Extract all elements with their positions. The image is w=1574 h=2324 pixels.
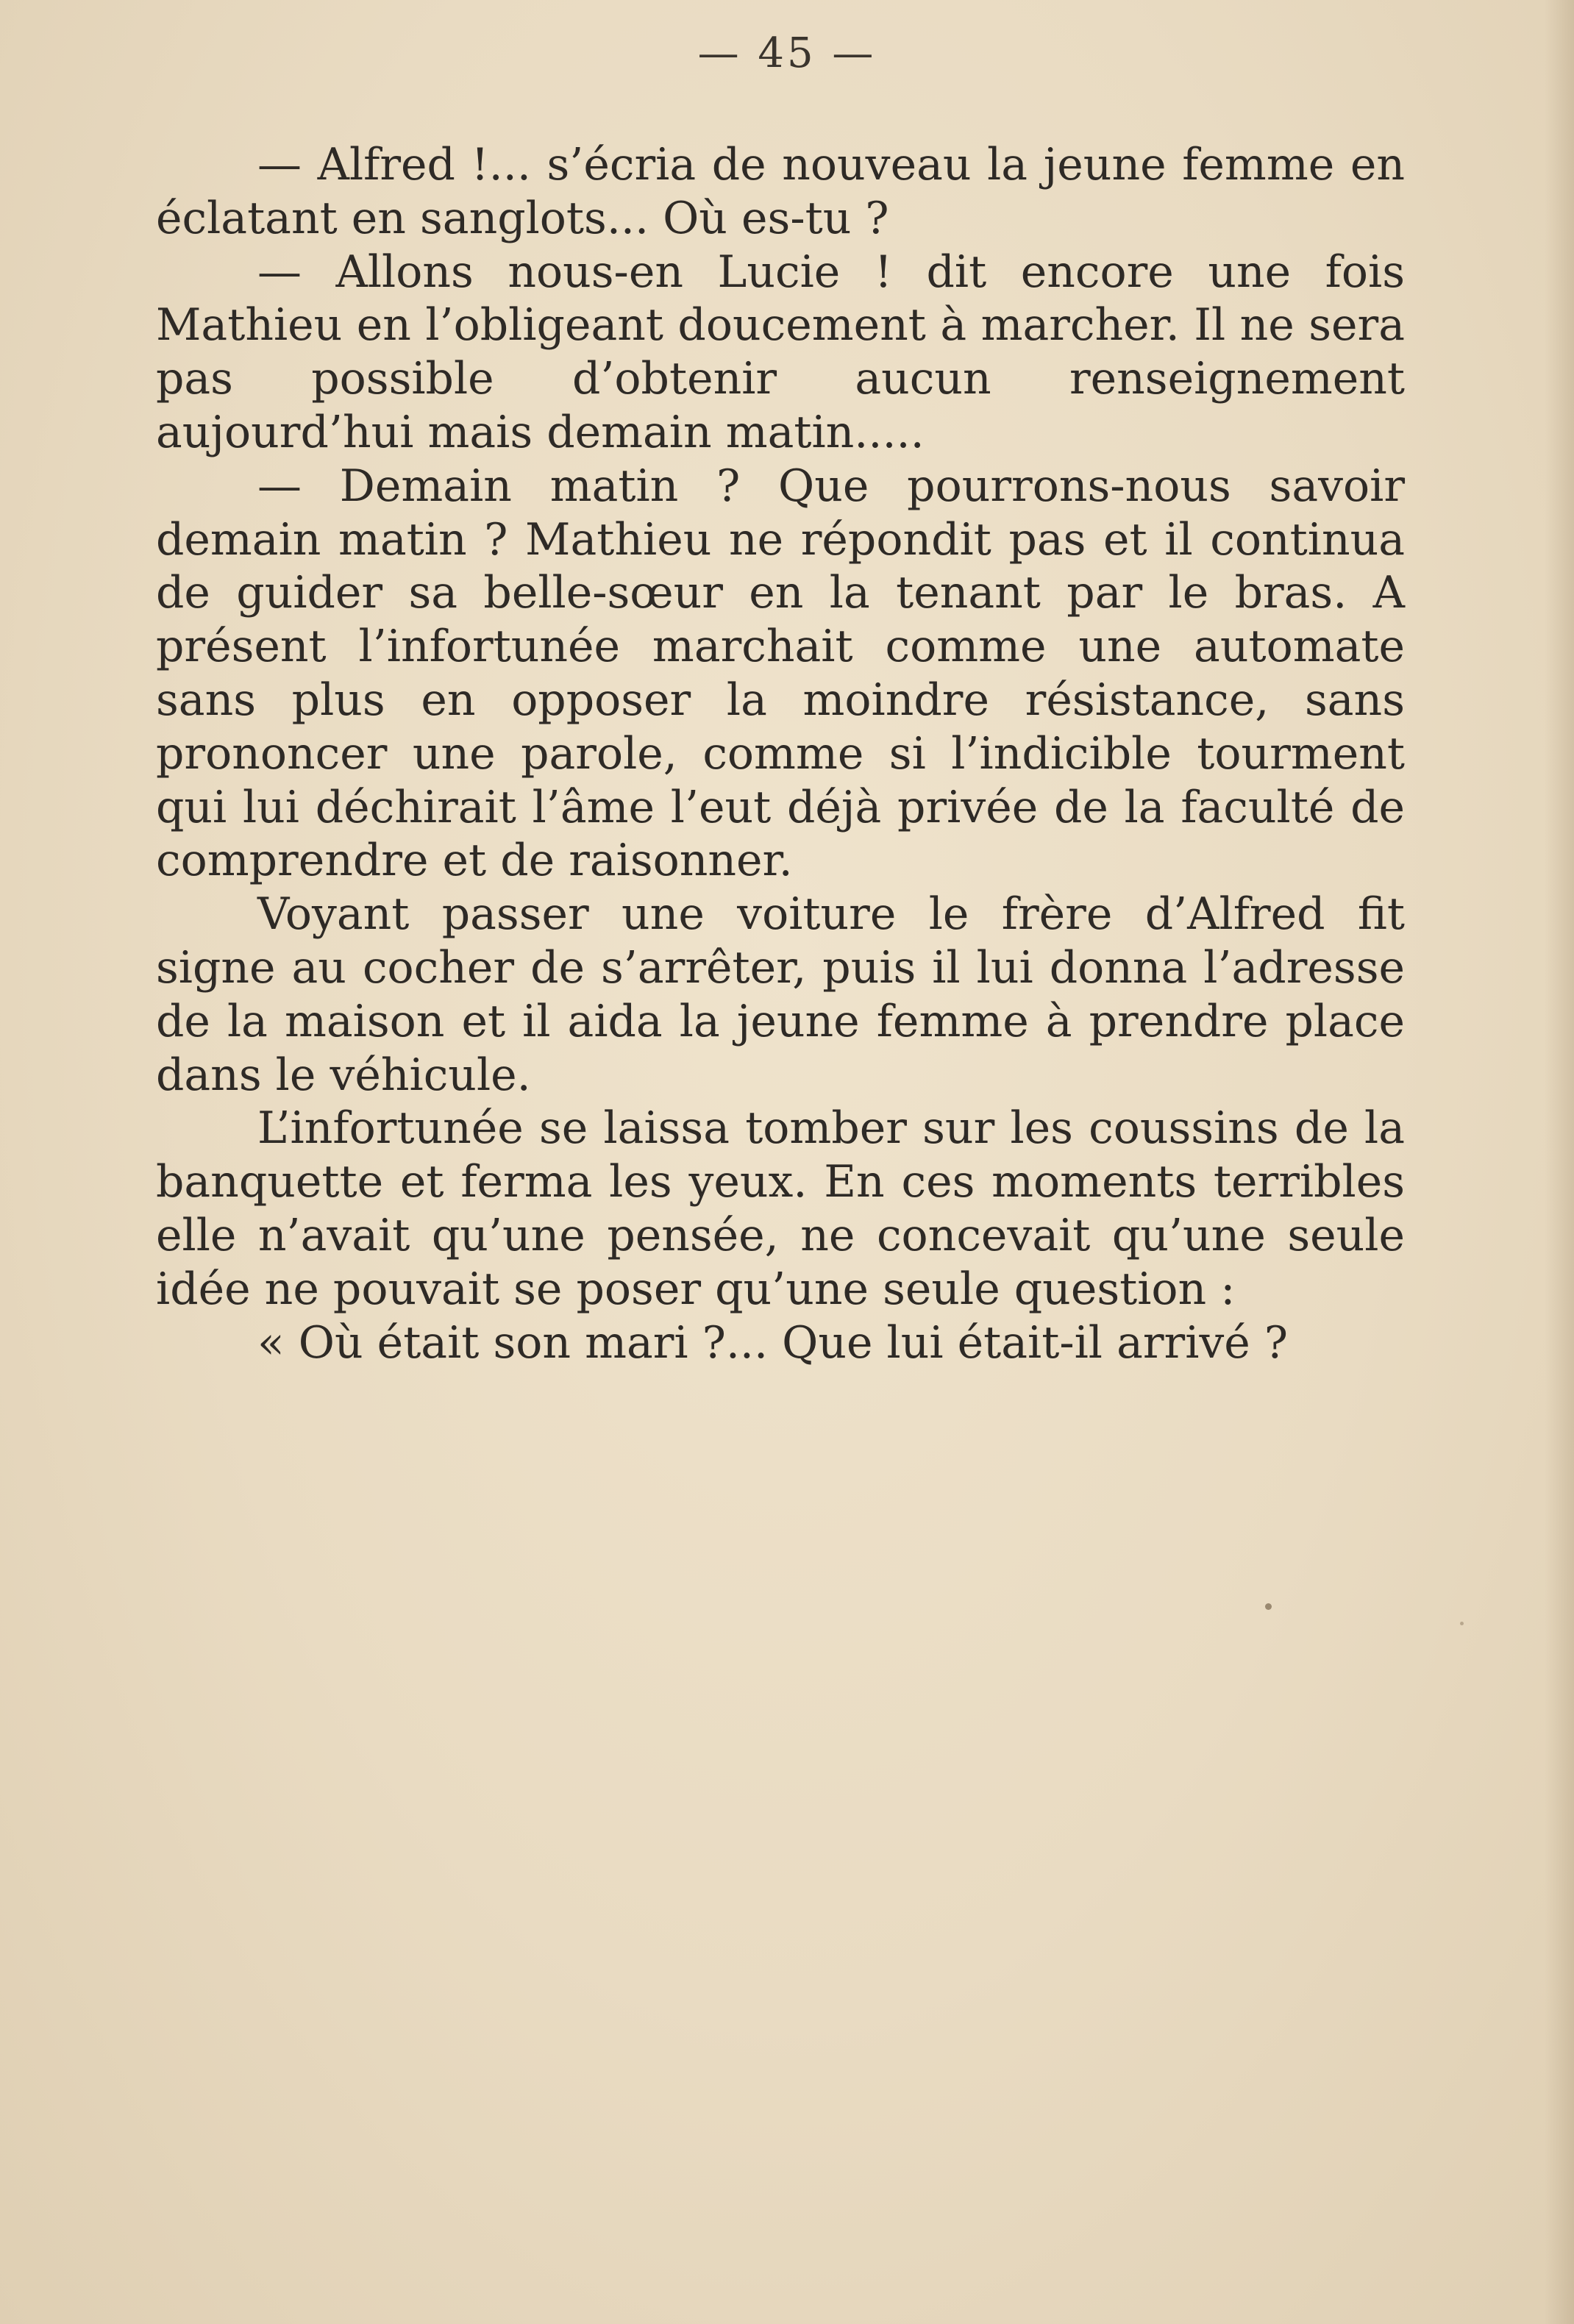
paper-spot bbox=[1460, 1622, 1464, 1625]
paper-spot bbox=[1265, 1603, 1272, 1610]
paragraph-4: Voyant passer une voiture le frère d’Alfred fit signe au cocher de s’arrêter, puis il lui donna l’adresse de la maison et il aida la jeune femme à prendre place dans le véhicule. bbox=[156, 888, 1405, 1101]
page-number: — 45 — bbox=[697, 29, 877, 77]
paragraph-6: « Où était son mari ?... Que lui était-il arrivé ? bbox=[257, 1316, 1289, 1369]
paragraph-5: L’infortunée se laissa tomber sur les coussins de la banquette et ferma les yeux. En ces moments terribles elle n’avait qu’une pensée, ne concevait qu’une seule idée ne pouvait se poser qu’une seule question : bbox=[156, 1102, 1405, 1315]
paragraph-3: — Demain matin ? Que pourrons-nous savoir demain matin ? Mathieu ne répondit pas et il continua de guider sa belle-sœur en la tenant par le bras. A présent l’infortunée marchait comme une automate sans plus en opposer la moindre résistance, sans prononcer une parole, comme si l’indicible tourment qui lui déchirait l’âme l’eut déjà privée de la faculté de comprendre et de raisonner. bbox=[156, 460, 1405, 887]
paragraph-2: — Allons nous-en Lucie ! dit encore une fois Mathieu en l’obligeant doucement à marcher. Il ne sera pas possible d’obtenir aucun renseignement aujourd’hui mais demain matin..... bbox=[156, 246, 1405, 458]
page-edge-shadow bbox=[1545, 0, 1574, 2324]
body-text bbox=[156, 138, 1405, 1369]
paragraph-1: — Alfred !... s’écria de nouveau la jeune femme en éclatant en sanglots... Où es-tu ? bbox=[156, 139, 1405, 244]
